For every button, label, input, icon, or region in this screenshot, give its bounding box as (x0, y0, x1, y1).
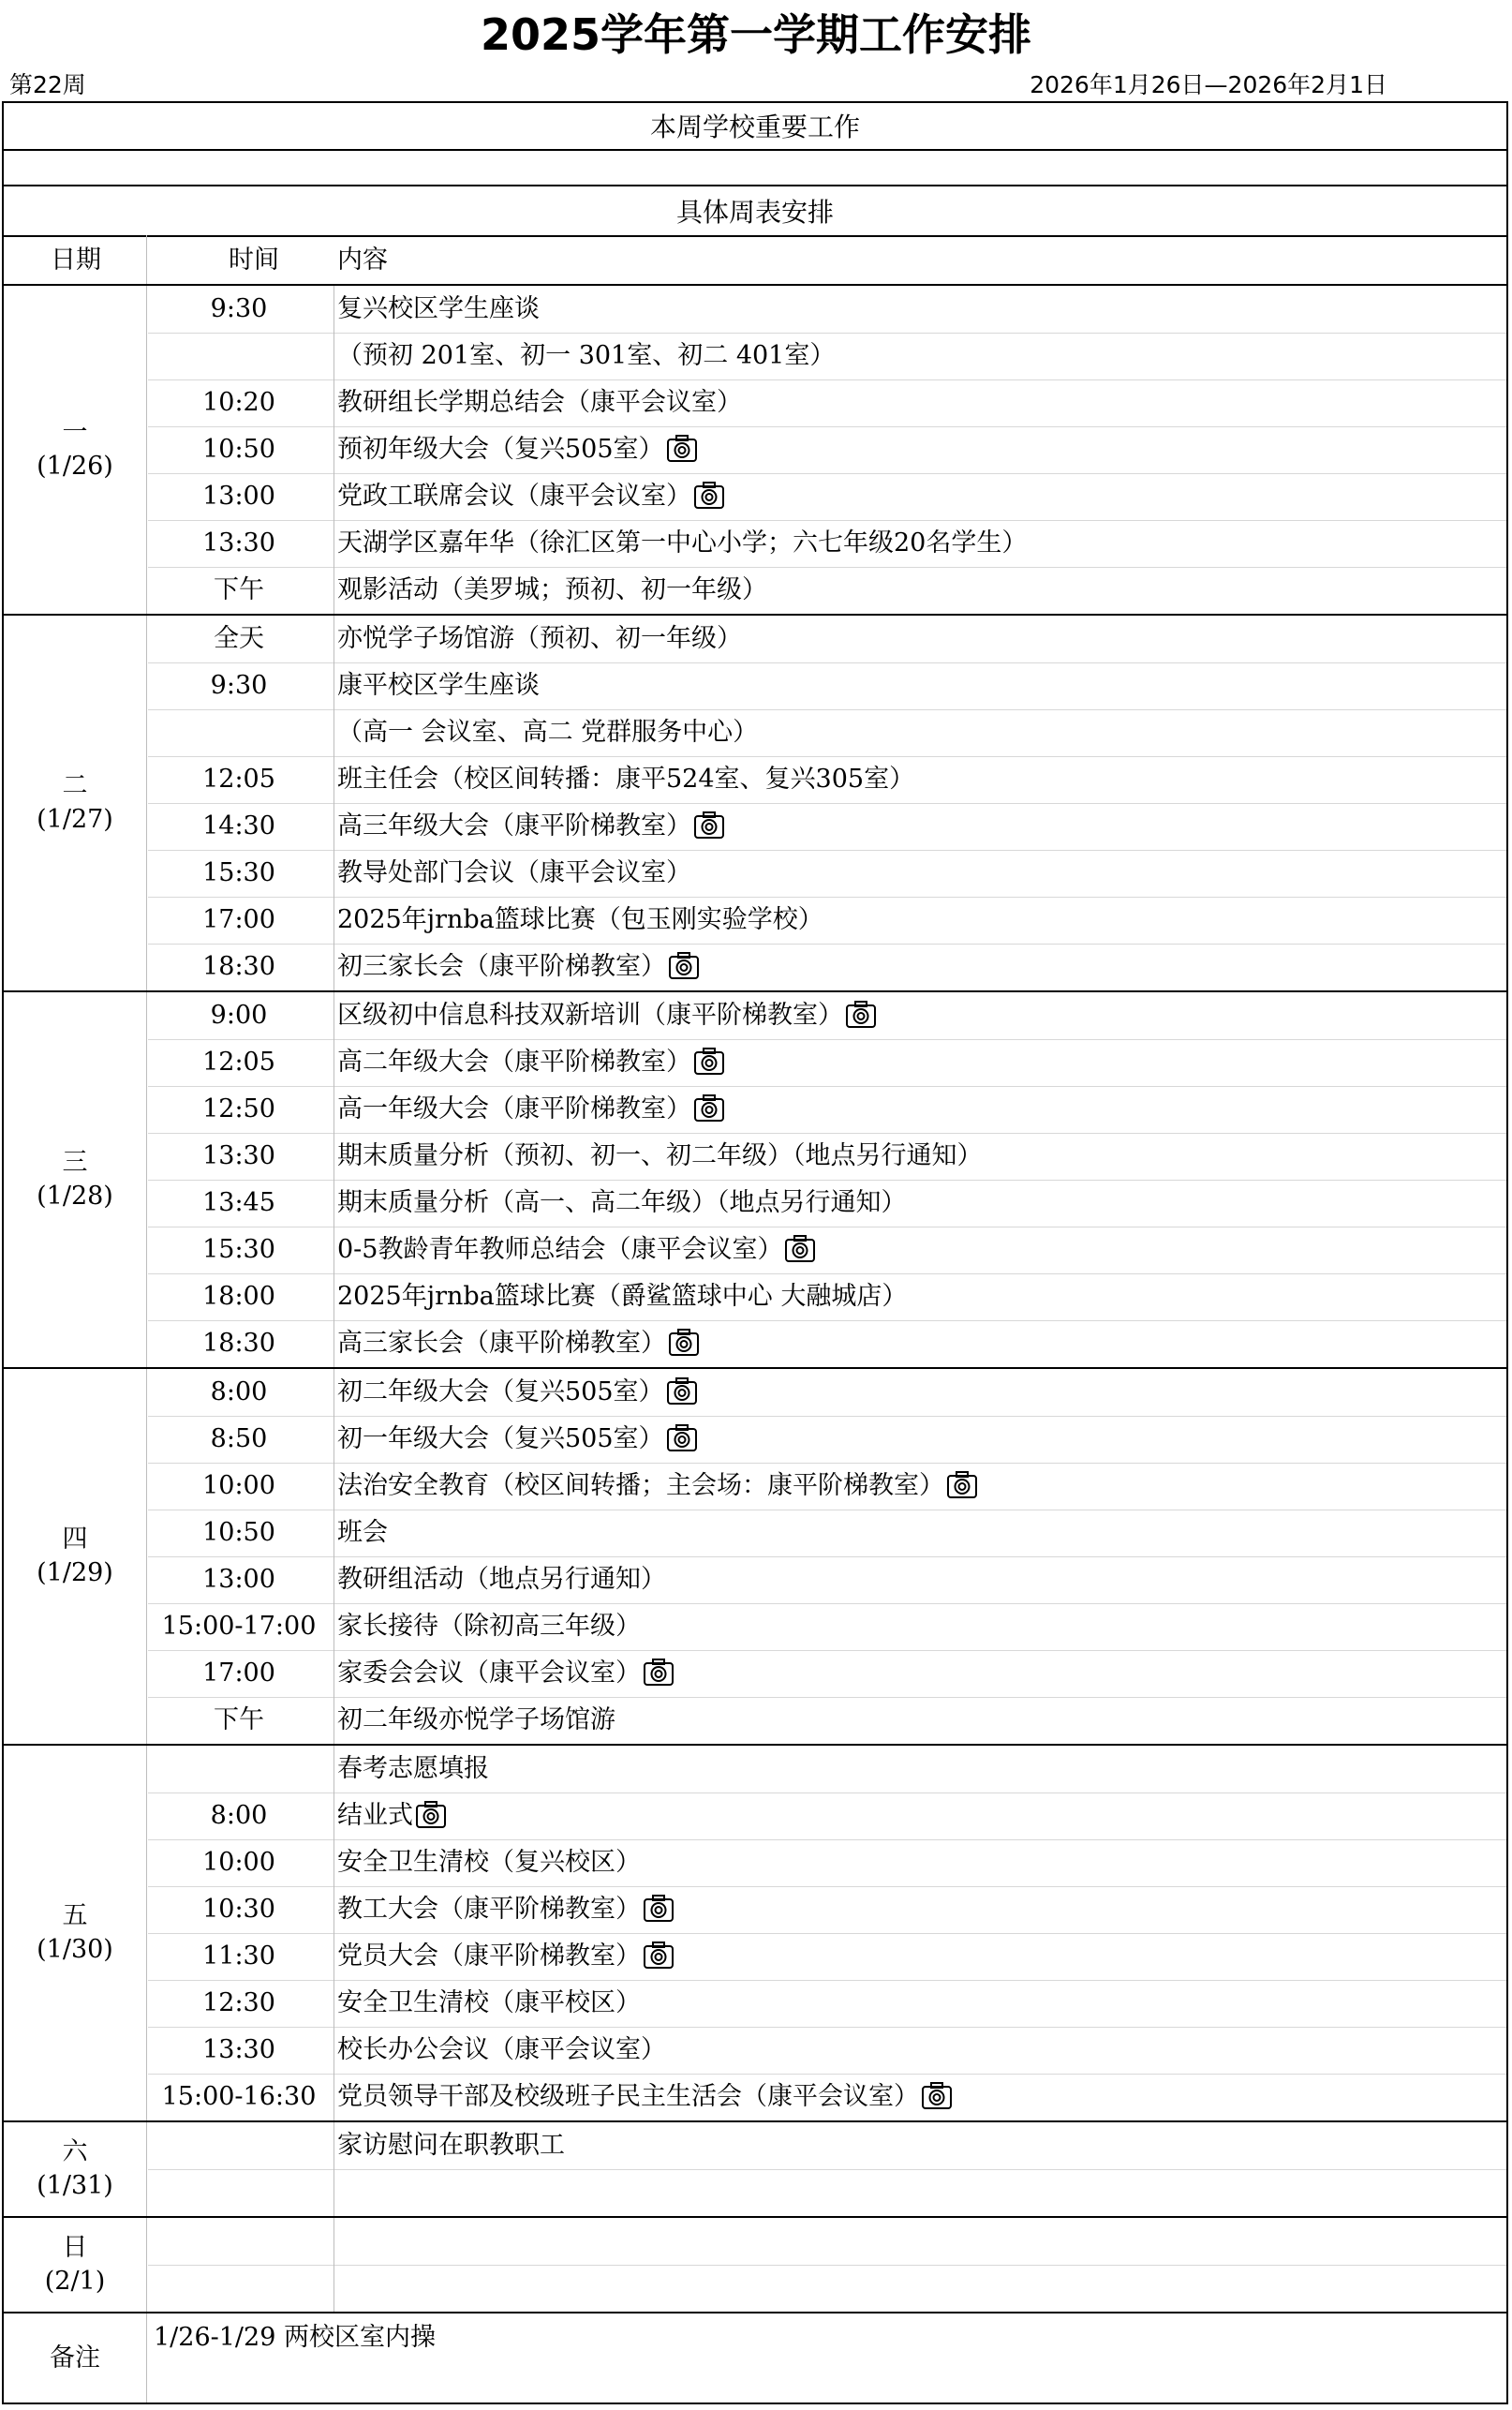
day-date: (1/30) (37, 1935, 113, 1964)
camera-icon (946, 1469, 978, 1499)
row-time: 8:00 (210, 1801, 268, 1830)
row-content (337, 1463, 978, 1510)
row-content (337, 1980, 641, 2027)
row-time: 8:00 (210, 1377, 268, 1406)
row-content-text: 天湖学区嘉年华（徐汇区第一中心小学；六七年级20名学生） (337, 528, 1028, 558)
row-content (337, 1650, 674, 1697)
row-content (337, 1273, 907, 1320)
row-time: 8:50 (210, 1424, 268, 1453)
row-content-text: 教导处部门会议（康平会议室） (337, 858, 691, 887)
camera-icon (666, 1422, 698, 1452)
day-date: (2/1) (44, 2267, 106, 2296)
row-content-text: 高二年级大会（康平阶梯教室） (337, 1048, 691, 1077)
row-content-text: 党员领导干部及校级班子民主生活会（康平会议室） (337, 2082, 919, 2111)
day-label (4, 1899, 146, 1967)
row-time: 12:30 (202, 1988, 275, 2017)
row-content (337, 850, 691, 897)
row-content-text: 初二年级亦悦学子场馆游 (337, 1705, 615, 1734)
day-date: (1/26) (37, 452, 113, 481)
row-content (337, 709, 758, 756)
row-time: 12:50 (202, 1094, 275, 1123)
row-content (337, 1556, 666, 1603)
row-content (337, 379, 742, 426)
row-content (337, 2122, 565, 2169)
remarks-text: 1/26-1/29 两校区室内操 (154, 2323, 436, 2352)
day-date: (1/29) (37, 1558, 113, 1587)
row-content (337, 897, 823, 944)
row-content (337, 1697, 615, 1744)
camera-icon (643, 1893, 674, 1923)
row-time: 9:30 (210, 671, 268, 700)
row-content (337, 2074, 953, 2120)
camera-icon (666, 433, 698, 463)
row-time: 15:30 (202, 1235, 275, 1264)
day-name: 日 (62, 2233, 88, 2262)
row-content (337, 473, 725, 520)
row-content-text: 2025年jrnba篮球比赛（包玉刚实验学校） (337, 905, 823, 934)
row-time: 全天 (214, 624, 264, 653)
row-content (337, 333, 835, 379)
row-content-text: 亦悦学子场馆游（预初、初一年级） (337, 624, 742, 653)
important-work-content (4, 152, 1506, 187)
camera-icon (666, 1376, 698, 1406)
camera-icon (643, 1940, 674, 1970)
important-work-header: 本周学校重要工作 (649, 112, 860, 142)
camera-icon (693, 1046, 725, 1076)
row-time: 10:00 (202, 1848, 275, 1877)
row-content (337, 616, 742, 662)
day-date: (1/27) (37, 805, 113, 834)
row-content (337, 1603, 641, 1650)
row-content (337, 520, 1027, 567)
day-label (4, 416, 146, 483)
row-content (337, 1180, 907, 1227)
row-content (337, 1039, 725, 1086)
row-time: 下午 (214, 575, 264, 604)
row-content (337, 1086, 725, 1133)
row-content-text: 党员大会（康平阶梯教室） (337, 1941, 641, 1971)
day-label (4, 2135, 146, 2203)
page-title: 2025学年第一学期工作安排 (480, 9, 1032, 60)
row-content (337, 286, 540, 333)
row-time: 10:20 (202, 388, 275, 417)
day-name: 二 (62, 771, 88, 800)
row-content (337, 992, 877, 1039)
row-content (337, 1133, 983, 1180)
row-content-text: 家长接待（除初高三年级） (337, 1612, 641, 1641)
row-content (337, 1227, 816, 1273)
row-content-text: 预初年级大会（复兴505室） (337, 435, 664, 464)
row-content-text: 区级初中信息科技双新培训（康平阶梯教室） (337, 1001, 843, 1030)
row-content (337, 803, 725, 850)
row-time: 13:30 (202, 528, 275, 558)
row-time: 13:30 (202, 1141, 275, 1170)
row-content (337, 1793, 447, 1839)
camera-icon (693, 810, 725, 840)
row-content-text: 家访慰问在职教职工 (337, 2131, 565, 2160)
row-content (337, 1369, 698, 1416)
row-time: 9:00 (210, 1001, 268, 1030)
row-content-text: 校长办公会议（康平会议室） (337, 2035, 666, 2064)
row-content-text: 安全卫生清校（康平校区） (337, 1988, 641, 2017)
day-name: 一 (62, 418, 88, 447)
camera-icon (784, 1233, 816, 1263)
row-content-text: 家委会会议（康平会议室） (337, 1659, 641, 1688)
row-content-text: 班主任会（校区间转播：康平524室、复兴305室） (337, 765, 915, 794)
row-time: 13:00 (202, 482, 275, 511)
column-time: 时间 (229, 245, 279, 275)
row-time: 15:30 (202, 858, 275, 887)
row-time: 14:30 (202, 811, 275, 841)
day-label (4, 2231, 146, 2298)
row-content-text: 期末质量分析（高一、高二年级）（地点另行通知） (337, 1188, 907, 1217)
camera-icon (668, 950, 700, 980)
row-time (148, 1746, 330, 1793)
row-time: 10:50 (202, 435, 275, 464)
day-label (4, 1523, 146, 1590)
row-content-text: 2025年jrnba篮球比赛（爵鲨篮球中心 大融城店） (337, 1282, 908, 1311)
row-time: 17:00 (202, 905, 275, 934)
row-content-text: 教研组长学期总结会（康平会议室） (337, 388, 742, 417)
row-content-text: （预初 201室、初一 301室、初二 401室） (337, 341, 836, 370)
row-content (337, 1886, 674, 1933)
row-content-text: 结业式 (337, 1801, 413, 1830)
row-content-text: 高三年级大会（康平阶梯教室） (337, 811, 691, 841)
week-label: 第22周 (9, 71, 86, 98)
row-content-text: 高三家长会（康平阶梯教室） (337, 1329, 666, 1358)
row-time (148, 2265, 330, 2312)
schedule-header: 具体周表安排 (675, 197, 834, 228)
row-content-text: 复兴校区学生座谈 (337, 294, 540, 323)
row-content-text: 党政工联席会议（康平会议室） (337, 482, 691, 511)
row-content-text: 班会 (337, 1518, 388, 1547)
row-time: 13:45 (202, 1188, 275, 1217)
row-content (337, 1416, 698, 1463)
row-time: 18:30 (202, 1329, 275, 1358)
column-content: 内容 (337, 245, 388, 275)
remarks-label: 备注 (50, 2343, 100, 2373)
row-content (337, 567, 767, 614)
row-content-text: 春考志愿填报 (337, 1754, 489, 1783)
row-time: 18:30 (202, 952, 275, 981)
row-time (148, 2218, 330, 2265)
day-name: 三 (62, 1148, 88, 1177)
day-label (4, 769, 146, 837)
row-time: 10:50 (202, 1518, 275, 1547)
row-content-text: 安全卫生清校（复兴校区） (337, 1848, 641, 1877)
row-content (337, 426, 698, 473)
camera-icon (693, 1093, 725, 1123)
row-content-text: 法治安全教育（校区间转播；主会场：康平阶梯教室） (337, 1471, 944, 1500)
row-content (337, 1746, 489, 1793)
day-date: (1/28) (37, 1182, 113, 1211)
schedule-table (2, 101, 1508, 2404)
row-content-text: （高一 会议室、高二 党群服务中心） (337, 718, 759, 747)
row-time: 13:30 (202, 2035, 275, 2064)
camera-icon (668, 1327, 700, 1357)
row-content-text: 初三家长会（康平阶梯教室） (337, 952, 666, 981)
day-name: 五 (62, 1901, 88, 1930)
date-range: 2026年1月26日—2026年2月1日 (1030, 71, 1387, 98)
row-time: 12:05 (202, 765, 275, 794)
row-content (337, 944, 700, 990)
row-content-text: 教工大会（康平阶梯教室） (337, 1895, 641, 1924)
row-time: 18:00 (202, 1282, 275, 1311)
row-time: 15:00-17:00 (161, 1612, 317, 1641)
camera-icon (643, 1657, 674, 1687)
row-content (337, 2027, 666, 2074)
row-time (148, 333, 330, 379)
row-content-text: 观影活动（美罗城；预初、初一年级） (337, 575, 767, 604)
row-content-text: 0-5教龄青年教师总结会（康平会议室） (337, 1235, 783, 1264)
row-content (337, 662, 540, 709)
row-time: 下午 (214, 1705, 264, 1734)
row-time (148, 2122, 330, 2169)
row-content-text: 期末质量分析（预初、初一、初二年级）（地点另行通知） (337, 1141, 983, 1170)
day-label (4, 1146, 146, 1213)
row-content (337, 1839, 641, 1886)
row-content (337, 1320, 700, 1367)
camera-icon (921, 2080, 953, 2110)
row-time: 17:00 (202, 1659, 275, 1688)
row-time: 15:00-16:30 (161, 2082, 317, 2111)
camera-icon (693, 480, 725, 510)
row-time: 10:30 (202, 1895, 275, 1924)
row-content-text: 高一年级大会（康平阶梯教室） (337, 1094, 691, 1123)
column-date: 日期 (51, 245, 101, 275)
row-content (337, 1933, 674, 1980)
day-name: 六 (62, 2137, 88, 2166)
row-content-text: 康平校区学生座谈 (337, 671, 540, 700)
camera-icon (415, 1799, 447, 1829)
row-time: 13:00 (202, 1565, 275, 1594)
row-content-text: 初一年级大会（复兴505室） (337, 1424, 664, 1453)
row-time: 9:30 (210, 294, 268, 323)
row-time: 12:05 (202, 1048, 275, 1077)
row-content (337, 756, 914, 803)
row-time (148, 2169, 330, 2216)
row-time (148, 709, 330, 756)
row-content-text: 教研组活动（地点另行通知） (337, 1565, 666, 1594)
row-content (337, 1510, 388, 1556)
day-name: 四 (62, 1525, 88, 1554)
row-content-text: 初二年级大会（复兴505室） (337, 1377, 664, 1406)
row-time: 11:30 (202, 1941, 275, 1971)
day-date: (1/31) (37, 2171, 113, 2200)
row-time: 10:00 (202, 1471, 275, 1500)
camera-icon (845, 999, 877, 1029)
